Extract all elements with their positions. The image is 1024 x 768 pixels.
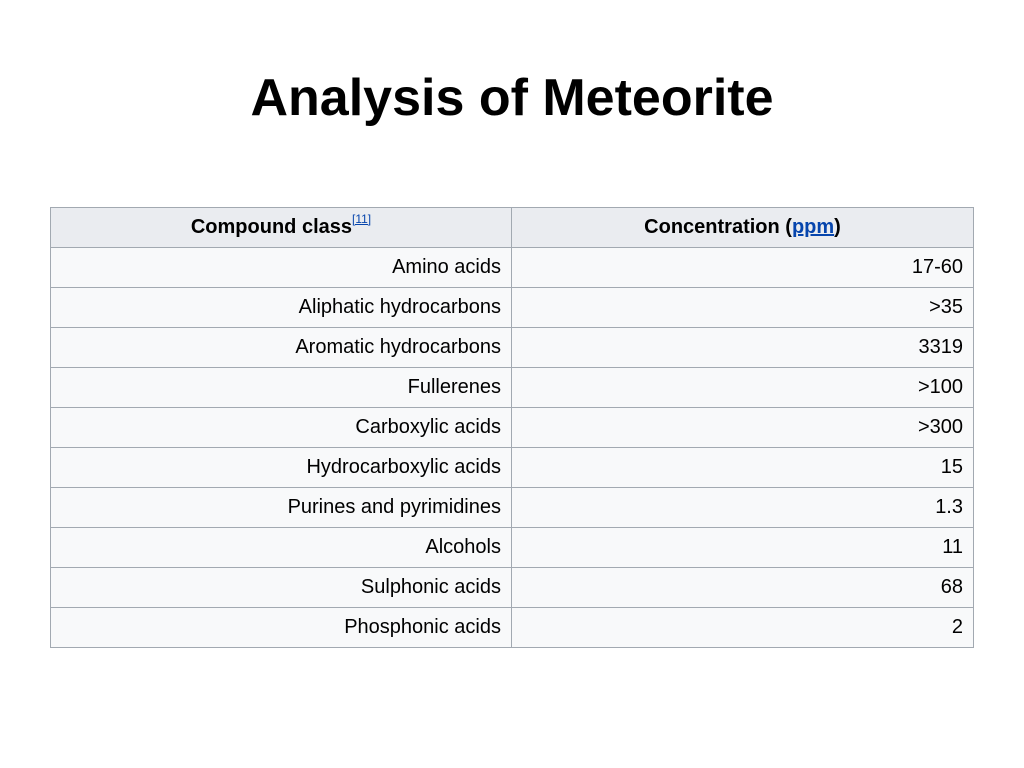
meteorite-compounds-table bbox=[50, 207, 974, 648]
compound-cell: Aliphatic hydrocarbons bbox=[51, 288, 512, 328]
table-row bbox=[51, 368, 974, 408]
table-row bbox=[51, 608, 974, 648]
table-row bbox=[51, 328, 974, 368]
compound-cell: Hydrocarboxylic acids bbox=[51, 448, 512, 488]
concentration-cell: >300 bbox=[512, 408, 974, 448]
compound-cell: Fullerenes bbox=[51, 368, 512, 408]
compound-cell: Alcohols bbox=[51, 528, 512, 568]
table-row bbox=[51, 528, 974, 568]
concentration-cell: 17-60 bbox=[512, 248, 974, 288]
citation-link[interactable]: [11] bbox=[352, 212, 372, 226]
header-concentration bbox=[512, 208, 974, 248]
table-header-row bbox=[51, 208, 974, 248]
header-concentration-suffix: ) bbox=[834, 216, 841, 238]
compound-cell: Sulphonic acids bbox=[51, 568, 512, 608]
concentration-cell: 68 bbox=[512, 568, 974, 608]
concentration-cell: 11 bbox=[512, 528, 974, 568]
compound-cell: Carboxylic acids bbox=[51, 408, 512, 448]
concentration-cell: 3319 bbox=[512, 328, 974, 368]
table-row bbox=[51, 288, 974, 328]
table-row bbox=[51, 488, 974, 528]
table-row bbox=[51, 248, 974, 288]
ppm-link[interactable]: ppm bbox=[791, 216, 835, 238]
concentration-cell: >35 bbox=[512, 288, 974, 328]
table-row bbox=[51, 408, 974, 448]
compound-cell: Phosphonic acids bbox=[51, 608, 512, 648]
concentration-cell: 2 bbox=[512, 608, 974, 648]
table-row bbox=[51, 568, 974, 608]
table-row bbox=[51, 448, 974, 488]
header-concentration-prefix: Concentration ( bbox=[644, 216, 792, 238]
header-compound-class bbox=[51, 208, 512, 248]
header-compound-class-label: Compound class bbox=[190, 216, 352, 238]
concentration-cell: 1.3 bbox=[512, 488, 974, 528]
slide-title: Analysis of Meteorite bbox=[250, 69, 774, 127]
concentration-cell: 15 bbox=[512, 448, 974, 488]
concentration-cell: >100 bbox=[512, 368, 974, 408]
compound-cell: Purines and pyrimidines bbox=[51, 488, 512, 528]
citation-ref bbox=[352, 212, 371, 226]
compound-cell: Amino acids bbox=[51, 248, 512, 288]
compound-cell: Aromatic hydrocarbons bbox=[51, 328, 512, 368]
